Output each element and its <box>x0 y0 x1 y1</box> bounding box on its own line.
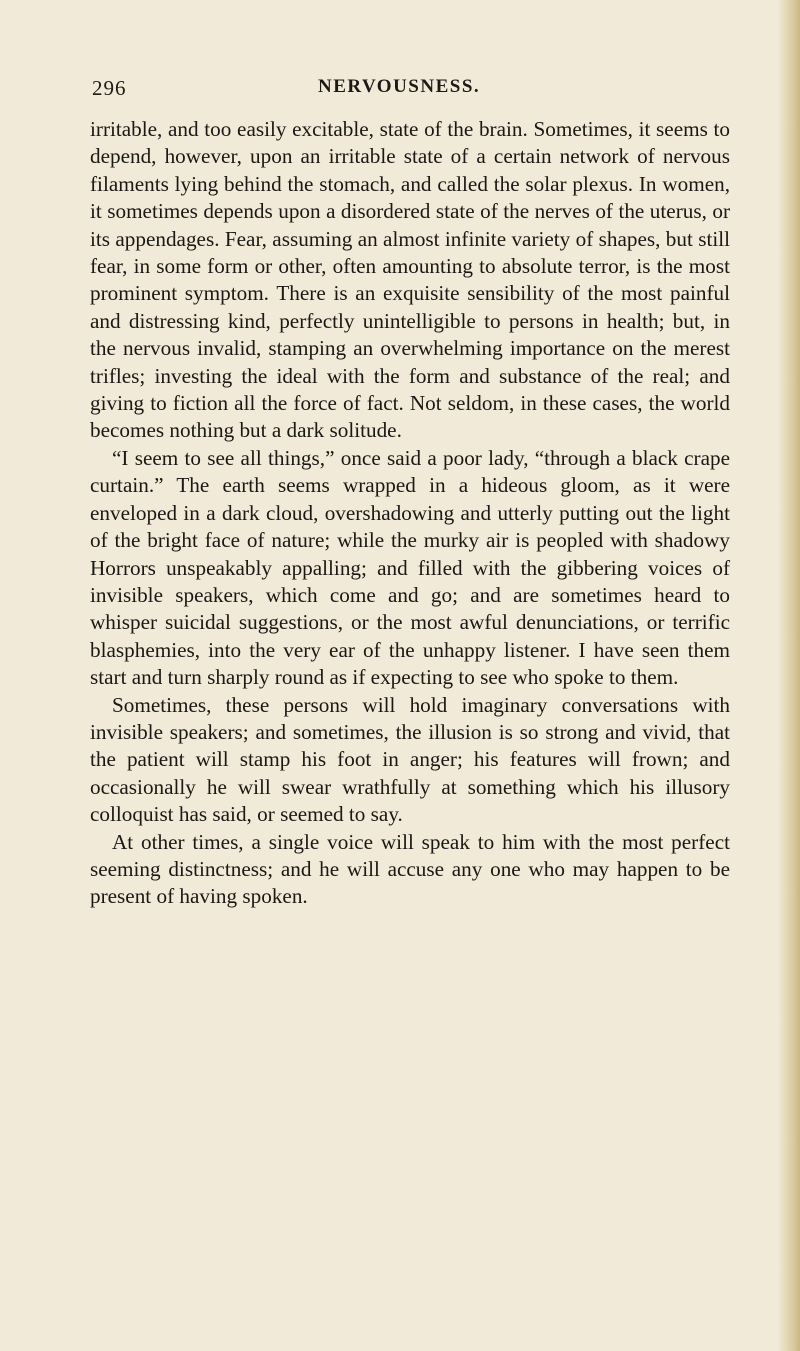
running-head: NERVOUSNESS. <box>318 76 481 97</box>
paragraph-conversations: Sometimes, these persons will hold imaginary conversations with invisible speakers; and sometimes, the illusion is so strong and vivid, that the patient will stamp his foot in anger; his features will frown; and occasionally he will swear wrathfully at something which his illusory colloquist has said, or seemed to say. <box>90 692 730 827</box>
paragraph-continued: irritable, and too easily excitable, state of the brain. Sometimes, it seems to depend, however, upon an irritable state of a certain network of nervous filaments lying behind the stomach, and called the solar plexus. In women, it sometimes depends upon a disordered state of the nerves of the uterus, or its appendages. Fear, assuming an almost infinite variety of shapes, but still fear, in some form or other, often amounting to absolute terror, is the most prominent symptom. There is an exquisite sensibility of the most painful and distressing kind, perfectly unintelligible to persons in health; but, in the nervous invalid, stamping an overwhelming importance on the merest trifles; investing the ideal with the form and substance of the real; and giving to fiction all the force of fact. Not seldom, in these cases, the world becomes nothing but a dark solitude. <box>90 117 730 443</box>
page-edge-shadow <box>778 0 800 1351</box>
page-number: 296 <box>92 76 127 100</box>
paragraph-quote: “I seem to see all things,” once said a poor lady, “through a black crape curtain.” The earth seems wrapped in a hideous gloom, as it were enveloped in a dark cloud, overshadowing and utterly putting out the light of the bright face of nature; while the murky air is peopled with shadowy Horrors unspeakably appalling; and filled with the gibbering voices of invisible speakers, which come and go; and are sometimes heard to whisper suicidal suggestions, or the most awful denunciations, or terrific blasphemies, into the very ear of the unhappy listener. I have seen them start and turn sharply round as if expecting to see who spoke to them. <box>90 445 730 690</box>
paragraph-single-voice: At other times, a single voice will speak to him with the most perfect seeming distinctness; and he will accuse any one who may happen to be present of having spoken. <box>90 829 730 909</box>
page-header <box>92 76 732 102</box>
body-text <box>90 116 730 911</box>
